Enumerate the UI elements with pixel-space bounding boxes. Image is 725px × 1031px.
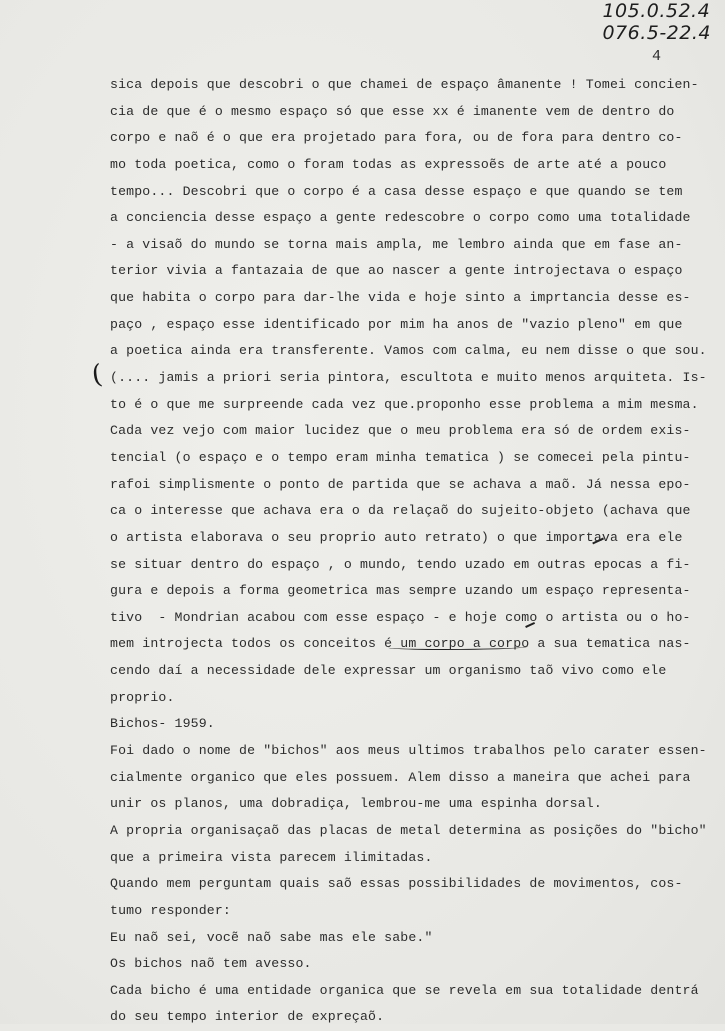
text-line: cendo daí a necessidade dele expressar um organismo taõ vivo como ele [110, 663, 667, 679]
archive-reference-line: 076.5-22.4 [602, 22, 711, 44]
handwritten-bracket-mark: ( [89, 359, 105, 391]
text-line: mem introjecta todos os conceitos é um corpo a corpo a sua tematica nas- [110, 636, 691, 652]
text-line: o artista elaborava o seu proprio auto retrato) o que importava era ele [110, 529, 683, 545]
text-line: (.... jamis a priori seria pintora, escultota e muito menos arquiteta. Is- [110, 370, 707, 386]
text-line: Quando mem perguntam quais saõ essas possibilidades de movimentos, cos- [110, 876, 683, 892]
archive-reference [602, 0, 711, 44]
text-line: rafoi simplismente o ponto de partida que se achava a maõ. Já nessa epo- [110, 476, 691, 492]
text-line: tempo... Descobri que o corpo é a casa desse espaço e que quando se tem [110, 183, 683, 199]
text-line: a conciencia desse espaço a gente redescobre o corpo como uma totalidade [110, 210, 691, 226]
text-line: mo toda poetica, como o foram todas as expressoẽs de arte até a pouco [110, 156, 667, 172]
text-line: to é o que me surpreende cada vez que.proponho esse problema a mim mesma. [110, 396, 699, 412]
text-line: gura e depois a forma geometrica mas sempre uzando um espaço representa- [110, 583, 691, 599]
text-line: cia de que é o mesmo espaço só que esse xx é imanente vem de dentro do [110, 103, 675, 119]
document-body [110, 72, 705, 1031]
section-heading: Bichos- 1959. [110, 716, 215, 732]
text-line: terior vivia a fantazaia de que ao nascer a gente introjectava o espaço [110, 263, 683, 279]
text-line: ca o interesse que achava era o da relaçaõ do sujeito-objeto (achava que [110, 503, 691, 519]
text-line: Foi dado o nome de "bichos" aos meus ultimos trabalhos pelo carater essen- [110, 743, 707, 759]
text-line: paço , espaço esse identificado por mim ha anos de "vazio pleno" em que [110, 316, 683, 332]
text-line: Os bichos naõ tem avesso. [110, 956, 312, 972]
page-number: 4 [652, 48, 662, 65]
text-line: tencial (o espaço e o tempo eram minha tematica ) se comecei pela pintu- [110, 449, 691, 465]
text-line: tumo responder: [110, 902, 231, 918]
text-line: A propria organisaçaõ das placas de metal determina as posições do "bicho" [110, 822, 707, 838]
text-line: Eu naõ sei, vocẽ naõ sabe mas ele sabe." [110, 929, 433, 945]
text-line: Cada bicho é uma entidade organica que se revela em sua totalidade dentrá [110, 982, 699, 998]
text-line: tivo - Mondrian acabou com esse espaço - e hoje como o artista ou o ho- [110, 609, 691, 625]
text-line: cialmente organico que eles possuem. Alem disso a maneira que achei para [110, 769, 691, 785]
text-line: - a visaõ do mundo se torna mais ampla, me lembro ainda que em fase an- [110, 236, 683, 252]
text-line: corpo e naõ é o que era projetado para fora, ou de fora para dentro co- [110, 130, 683, 146]
text-line: sica depois que descobri o que chamei de espaço âmanente ! Tomei concien- [110, 77, 699, 92]
text-line: do seu tempo interior de expreçaõ. [110, 1009, 385, 1025]
text-line: que habita o corpo para dar-lhe vida e hoje sinto a imprtancia desse es- [110, 290, 691, 306]
text-line: Cada vez vejo com maior lucidez que o meu problema era só de ordem exis- [110, 423, 691, 439]
text-line: que a primeira vista parecem ilimitadas. [110, 849, 433, 865]
text-line: se situar dentro do espaço , o mundo, tendo uzado em outras epocas a fi- [110, 556, 691, 572]
text-line: unir os planos, uma dobradiça, lembrou-me uma espinha dorsal. [110, 796, 602, 812]
text-line: a poetica ainda era transferente. Vamos com calma, eu nem disse o que sou. [110, 343, 707, 359]
text-line: proprio. [110, 689, 175, 705]
archive-reference-line: 105.0.52.4 [602, 0, 711, 22]
